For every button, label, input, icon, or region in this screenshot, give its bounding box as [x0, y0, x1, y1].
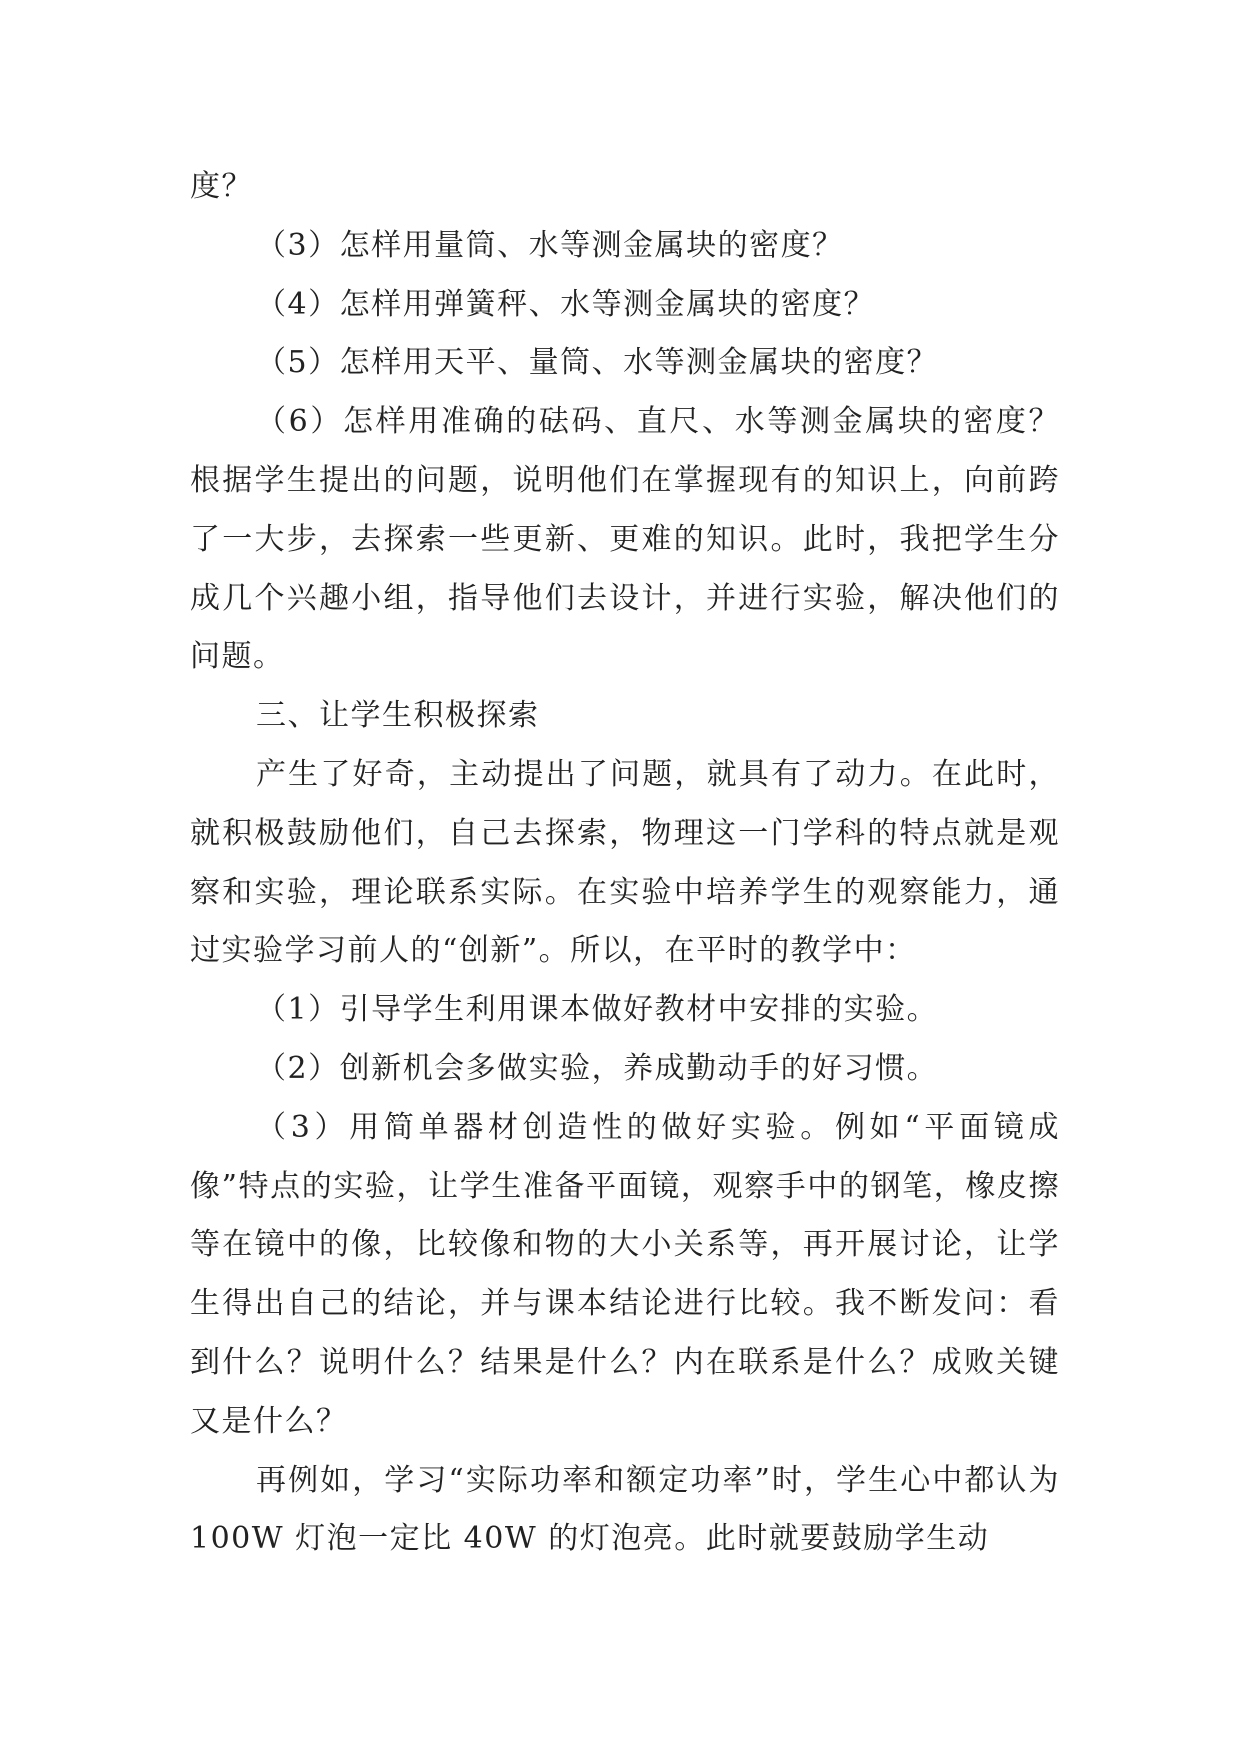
list-item-2: （2）创新机会多做实验，养成勤动手的好习惯。 — [256, 1050, 939, 1086]
paragraph: 再例如，学习“实际功率和额定功率”时，学生心中都认为 100W 灯泡一定比 40W 的灯泡亮。此时就要鼓励学生动 — [190, 1462, 1060, 1557]
list-item-1: （1）引导学生利用课本做好教材中安排的实验。 — [256, 992, 939, 1028]
list-item-3: （3）用简单器材创造性的做好实验。例如“平面镜成像”特点的实验，让学生准备平面镜，观察手中的钢笔，橡皮擦等在镜中的像，比较像和物的大小关系等，再开展讨论，让学生得出自己的结论，并与课本结论进行比较。我不断发问：看到什么？说明什么？结果是什么？内在联系是什么？成败关键又是什么？ — [190, 1109, 1060, 1439]
question-item-5: （5）怎样用天平、量筒、水等测金属块的密度？ — [256, 345, 939, 381]
paragraph-continuation: 度？ — [190, 169, 253, 204]
section-heading: 三、让学生积极探索 — [256, 698, 540, 734]
document-body — [190, 158, 1060, 1569]
paragraph: 产生了好奇，主动提出了问题，就具有了动力。在此时，就积极鼓励他们，自己去探索，物理这一门学科的特点就是观察和实验，理论联系实际。在实验中培养学生的观察能力，通过实验学习前人的“创新”。所以，在平时的教学中： — [190, 756, 1060, 969]
question-item-6: （6）怎样用准确的砝码、直尺、水等测金属块的密度？根据学生提出的问题，说明他们在掌握现有的知识上，向前跨了一大步，去探索一些更新、更难的知识。此时，我把学生分成几个兴趣小组，指导他们去设计，并进行实验，解决他们的问题。 — [190, 404, 1060, 675]
question-item-4: （4）怎样用弹簧秤、水等测金属块的密度？ — [256, 286, 876, 322]
question-item-3: （3）怎样用量筒、水等测金属块的密度？ — [256, 227, 844, 263]
